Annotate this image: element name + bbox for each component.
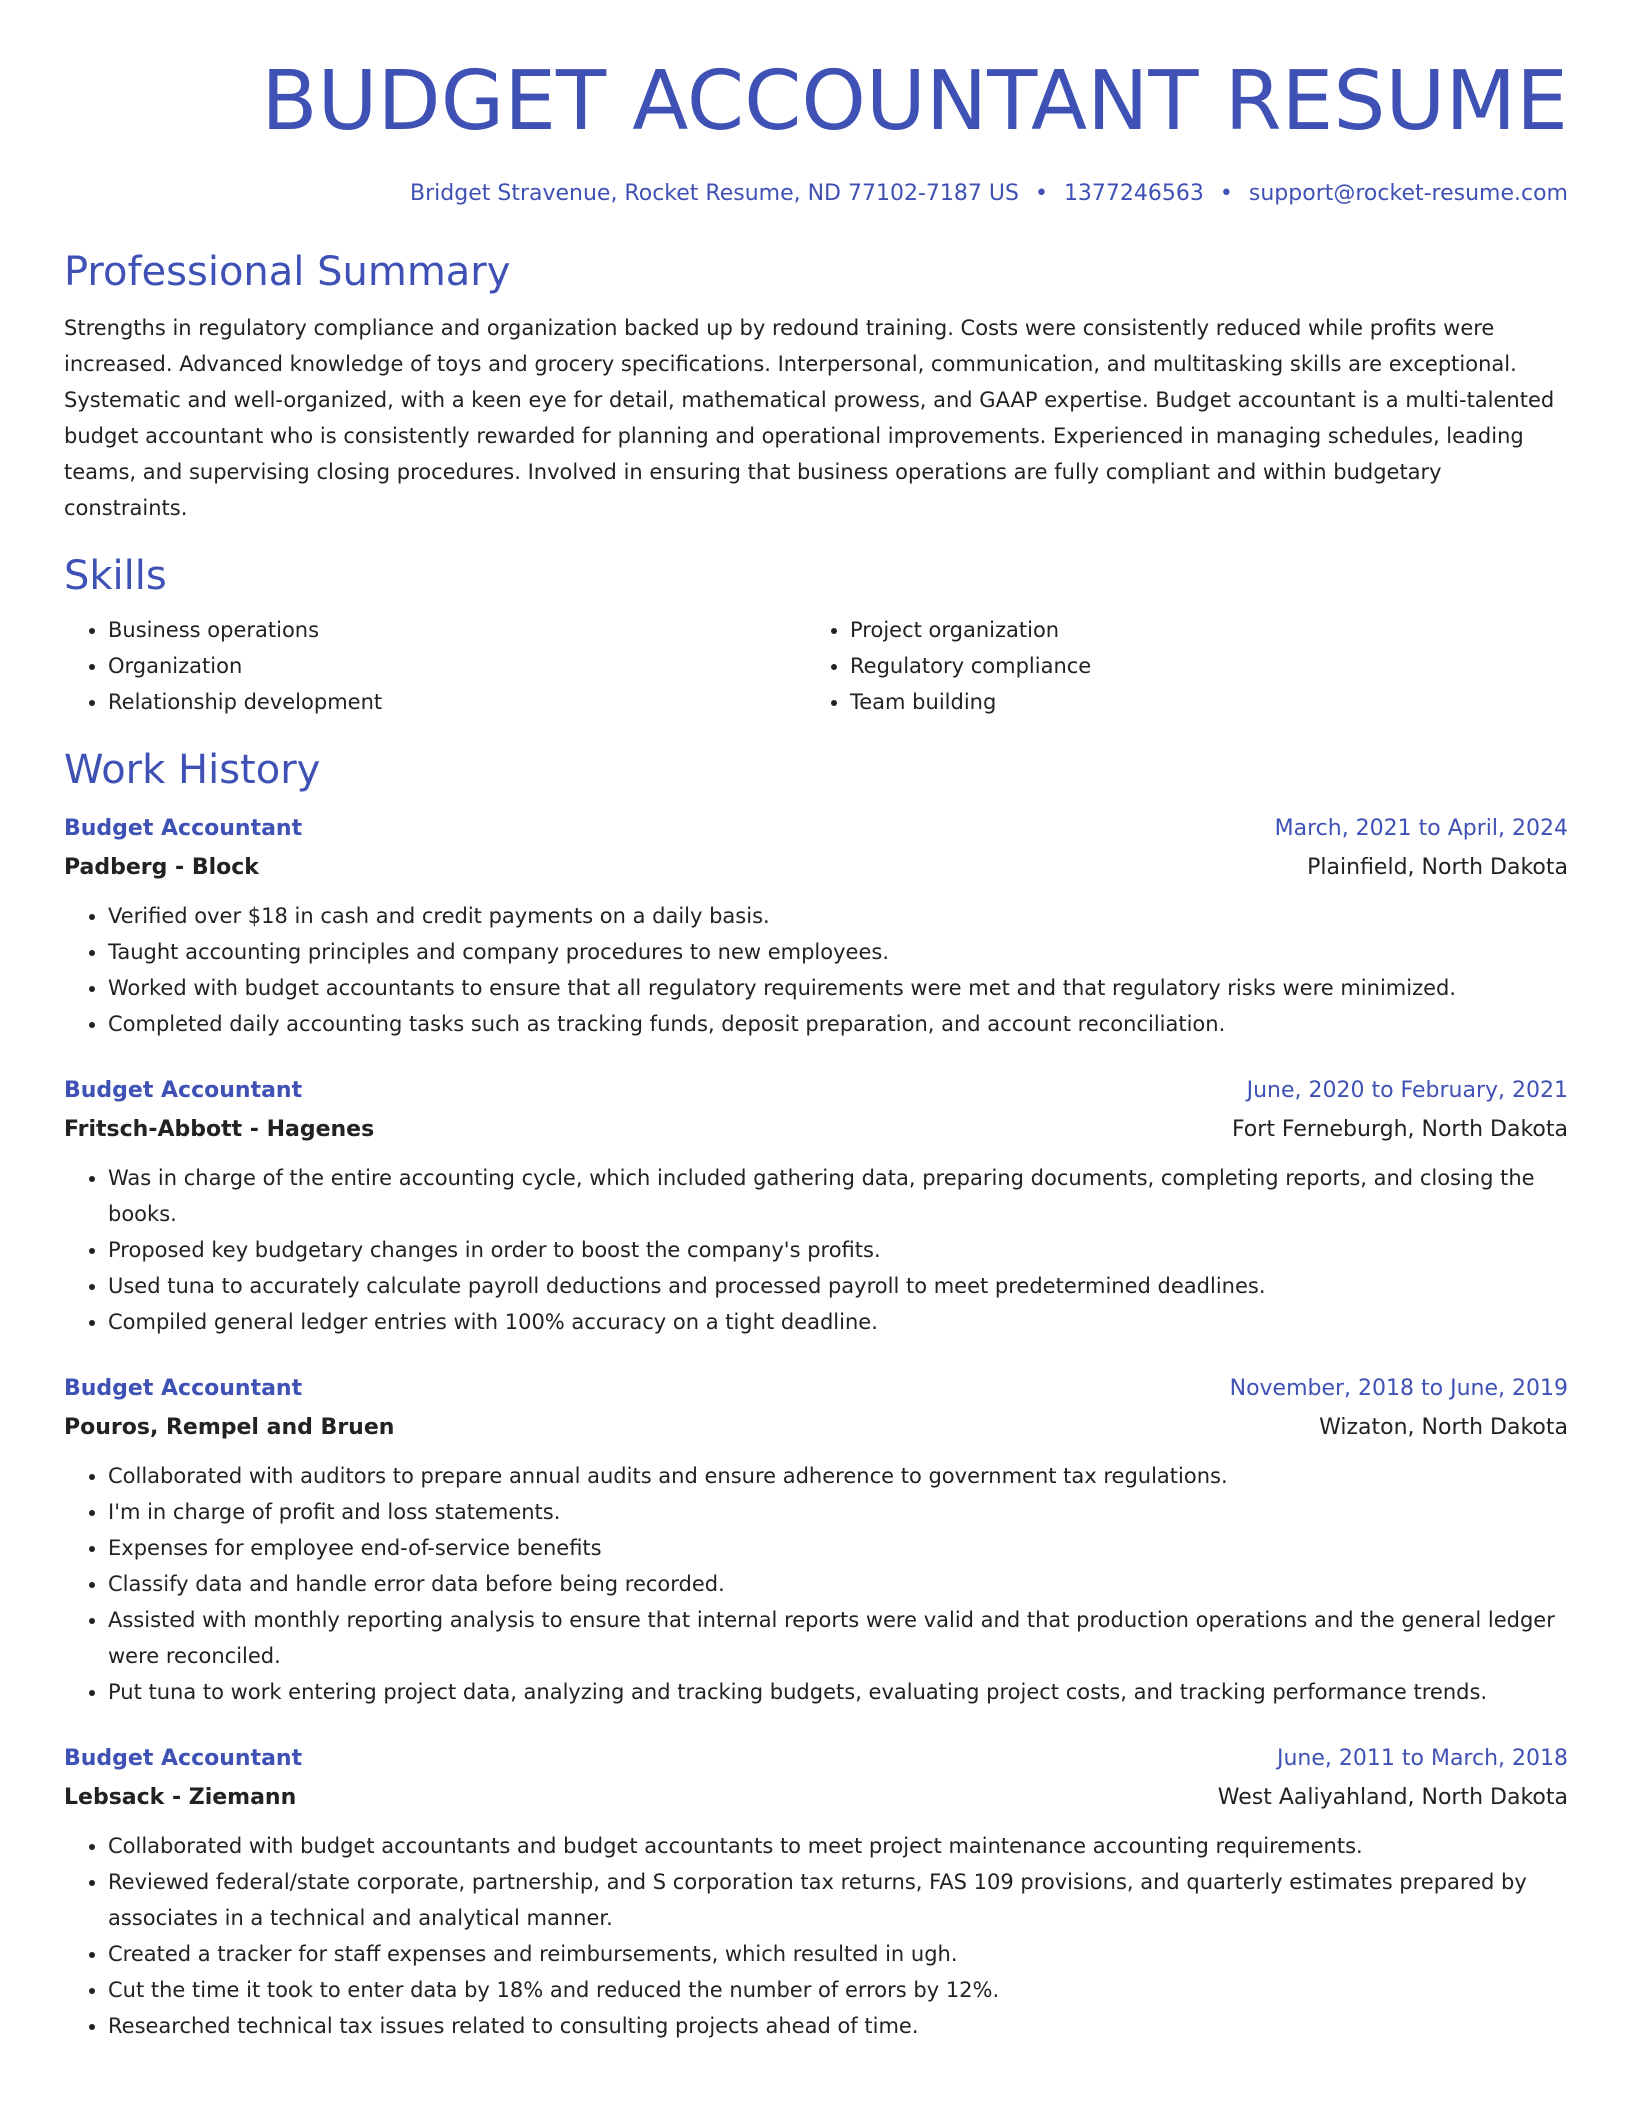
- job-bullet: • Was in charge of the entire accounting cycle, which included gathering data, preparing documents, completing reports, and closing the books.: [108, 1160, 1568, 1232]
- skills-grid: [64, 612, 1568, 720]
- job-bullet: • Collaborated with budget accountants and budget accountants to meet project maintenance accounting requirements.: [108, 1828, 1568, 1864]
- job-bullet: • Researched technical tax issues related to consulting projects ahead of time.: [108, 2008, 1568, 2044]
- contact-separator: •: [1219, 181, 1233, 206]
- contact-email: support@rocket-resume.com: [1248, 181, 1568, 206]
- job-company: Padberg - Block: [64, 855, 259, 880]
- resume-title: BUDGET ACCOUNTANT RESUME: [261, 54, 1568, 149]
- job-bullet: • Reviewed federal/state corporate, partnership, and S corporation tax returns, FAS 109 provisions, and quarterly estimates prepared by associates in a technical and analytical manner.: [108, 1864, 1568, 1936]
- job-company: Lebsack - Ziemann: [64, 1785, 297, 1810]
- job-bullets: [64, 1160, 1568, 1340]
- job-title: Budget Accountant: [64, 816, 303, 841]
- job-bullet: • Compiled general ledger entries with 100% accuracy on a tight deadline.: [108, 1304, 1568, 1340]
- job-location: West Aaliyahland, North Dakota: [1217, 1785, 1568, 1810]
- job-bullet: • Expenses for employee end-of-service benefits: [108, 1530, 1568, 1566]
- job-bullet: • Used tuna to accurately calculate payroll deductions and processed payroll to meet predetermined deadlines.: [108, 1268, 1568, 1304]
- job-company-row: [64, 1110, 1568, 1150]
- job-bullet: • Created a tracker for staff expenses and reimbursements, which resulted in ugh.: [108, 1936, 1568, 1972]
- job-company-row: [64, 1778, 1568, 1818]
- job-bullet: • Worked with budget accountants to ensure that all regulatory requirements were met and that regulatory risks were minimized.: [108, 970, 1568, 1006]
- job-entry: [64, 1370, 1568, 1710]
- skill-item: • Project organization: [850, 612, 1548, 648]
- job-bullets: [64, 1458, 1568, 1710]
- job-location: Fort Ferneburgh, North Dakota: [1231, 1117, 1568, 1142]
- skill-item: • Regulatory compliance: [850, 648, 1548, 684]
- skill-item: • Business operations: [108, 612, 806, 648]
- job-bullet: • Collaborated with auditors to prepare annual audits and ensure adherence to government tax regulations.: [108, 1458, 1568, 1494]
- job-bullet: • Verified over $18 in cash and credit payments on a daily basis.: [108, 898, 1568, 934]
- job-header-row: [64, 1370, 1568, 1408]
- skill-item: • Team building: [850, 684, 1548, 720]
- contact-address: Bridget Stravenue, Rocket Resume, ND 77102-7187 US: [410, 181, 1019, 206]
- skill-item: • Relationship development: [108, 684, 806, 720]
- job-header-row: [64, 810, 1568, 848]
- job-entry: [64, 1740, 1568, 2044]
- job-bullet: • Taught accounting principles and company procedures to new employees.: [108, 934, 1568, 970]
- job-bullet: • Assisted with monthly reporting analysis to ensure that internal reports were valid and that production operations and the general ledger were reconciled.: [108, 1602, 1568, 1674]
- job-bullet: • I'm in charge of profit and loss statements.: [108, 1494, 1568, 1530]
- skill-item: • Organization: [108, 648, 806, 684]
- job-dates: March, 2021 to April, 2024: [1274, 816, 1568, 841]
- job-bullets: [64, 1828, 1568, 2044]
- contact-phone: 1377246563: [1063, 181, 1204, 206]
- job-company-row: [64, 1408, 1568, 1448]
- job-dates: June, 2020 to February, 2021: [1246, 1078, 1568, 1103]
- job-header-row: [64, 1740, 1568, 1778]
- job-header-row: [64, 1072, 1568, 1110]
- job-company-row: [64, 848, 1568, 888]
- job-bullet: • Put tuna to work entering project data, analyzing and tracking budgets, evaluating project costs, and tracking performance trends.: [108, 1674, 1568, 1710]
- job-entry: [64, 810, 1568, 1042]
- job-bullets: [64, 898, 1568, 1042]
- job-location: Plainfield, North Dakota: [1307, 855, 1568, 880]
- job-title: Budget Accountant: [64, 1078, 303, 1103]
- job-location: Wizaton, North Dakota: [1319, 1415, 1568, 1440]
- skills-column-right: [806, 612, 1548, 720]
- job-bullet: • Proposed key budgetary changes in order to boost the company's profits.: [108, 1232, 1568, 1268]
- contact-line: [64, 178, 1568, 210]
- job-title: Budget Accountant: [64, 1746, 303, 1771]
- work-history-heading: Work History: [64, 747, 321, 793]
- summary-text: Strengths in regulatory compliance and organization backed up by redound training. Costs were consistently reduced while profits were increased. Advanced knowledge of toys and grocery specifications. Interpersonal, communication, and multitasking skills are exceptional. Systematic and well-organized, with a keen eye for detail, mathematical prowess, and GAAP expertise. Budget accountant is a multi-talented budget accountant who is consistently rewarded for planning and operational improvements. Experienced in managing schedules, leading teams, and supervising closing procedures. Involved in ensuring that business operations are fully compliant and within budgetary constraints.: [64, 316, 1555, 520]
- contact-separator: •: [1034, 181, 1048, 206]
- job-entry: [64, 1072, 1568, 1340]
- job-bullet: • Completed daily accounting tasks such as tracking funds, deposit preparation, and account reconciliation.: [108, 1006, 1568, 1042]
- job-dates: June, 2011 to March, 2018: [1277, 1746, 1568, 1771]
- skills-column-left: [64, 612, 806, 720]
- job-bullet: • Classify data and handle error data before being recorded.: [108, 1566, 1568, 1602]
- job-title: Budget Accountant: [64, 1376, 303, 1401]
- skills-heading: Skills: [64, 553, 167, 599]
- job-company: Fritsch-Abbott - Hagenes: [64, 1117, 375, 1142]
- summary-heading: Professional Summary: [64, 249, 511, 295]
- job-dates: November, 2018 to June, 2019: [1229, 1376, 1568, 1401]
- job-company: Pouros, Rempel and Bruen: [64, 1415, 395, 1440]
- job-bullet: • Cut the time it took to enter data by 18% and reduced the number of errors by 12%.: [108, 1972, 1568, 2008]
